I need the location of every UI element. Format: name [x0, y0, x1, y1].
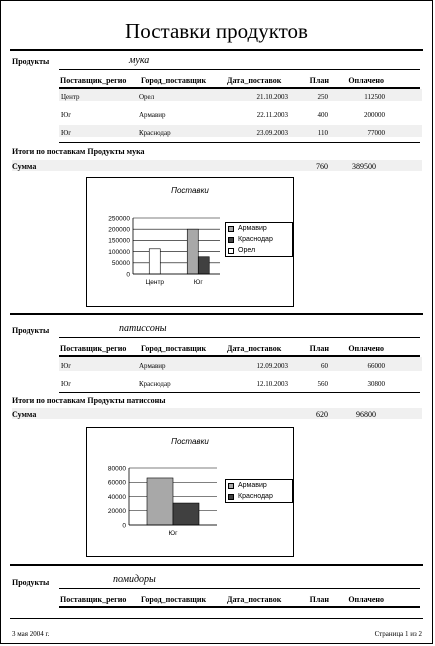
legend-swatch	[228, 483, 234, 489]
group-top-rule	[59, 69, 420, 70]
group-total-caption: Итоги по поставкам Продукты патиссоны	[12, 396, 166, 405]
cell-paid: 66000	[367, 362, 385, 370]
legend-swatch	[228, 226, 234, 232]
bar	[187, 229, 198, 274]
footer-rule	[10, 618, 423, 619]
total-plan: 620	[316, 410, 328, 419]
col-header-date: Дата_поставок	[227, 595, 282, 604]
legend-swatch	[228, 248, 234, 254]
sum-label: Сумма	[12, 162, 37, 171]
group-product-value: мука	[129, 55, 150, 66]
x-tick-label: Центр	[145, 279, 165, 286]
legend-item: Орел	[226, 245, 292, 256]
legend-item: Армавир	[226, 223, 292, 234]
y-tick-label: 80000	[107, 465, 126, 473]
legend-swatch	[228, 237, 234, 243]
chart-title: Поставки	[171, 186, 209, 195]
bar	[173, 503, 199, 525]
cell-plan: 60	[321, 362, 328, 370]
group-top-rule	[59, 337, 420, 338]
cell-date: 21.10.2003	[256, 93, 288, 101]
cell-plan: 110	[317, 129, 328, 137]
x-tick-label: Юг	[193, 279, 203, 286]
x-tick-label: Юг	[168, 530, 178, 537]
chart-legend	[225, 479, 293, 503]
cell-region: Центр	[61, 93, 80, 101]
legend-item: Армавир	[226, 480, 292, 491]
total-paid: 96800	[356, 410, 376, 419]
y-tick-label: 250000	[108, 215, 130, 223]
group-top-rule	[59, 588, 420, 589]
chart-panel	[86, 427, 294, 557]
y-tick-label: 150000	[108, 237, 130, 245]
cell-date: 23.09.2003	[256, 129, 288, 137]
cell-plan: 250	[317, 93, 328, 101]
col-header-date: Дата_поставок	[227, 76, 282, 85]
col-header-region: Поставщик_регио	[60, 76, 127, 85]
col-header-date: Дата_поставок	[227, 344, 282, 353]
col-header-plan: План	[309, 595, 329, 604]
cell-region: Юг	[61, 129, 72, 137]
cell-city: Армавир	[139, 362, 166, 370]
group-product-label: Продукты	[12, 57, 50, 66]
col-header-paid: Оплачено	[348, 344, 384, 353]
group-separator	[10, 564, 423, 566]
col-header-paid: Оплачено	[348, 595, 384, 604]
col-header-city: Город_поставщик	[141, 76, 207, 85]
chart-title: Поставки	[171, 437, 209, 446]
y-tick-label: 50000	[111, 260, 130, 268]
cell-paid: 77000	[367, 129, 385, 137]
y-tick-label: 20000	[107, 508, 126, 516]
group-separator	[10, 313, 423, 315]
chart-legend	[225, 222, 293, 257]
cell-plan: 400	[317, 111, 328, 119]
title-rule	[10, 49, 423, 51]
cell-plan: 560	[317, 380, 328, 388]
group-product-label: Продукты	[12, 326, 50, 335]
group-product-label: Продукты	[12, 578, 50, 587]
col-header-region: Поставщик_регио	[60, 344, 127, 353]
bar	[147, 478, 173, 525]
bar	[149, 249, 160, 274]
cell-paid: 30800	[367, 380, 385, 388]
cell-city: Орел	[139, 93, 155, 101]
sum-label: Сумма	[12, 410, 37, 419]
cell-date: 12.09.2003	[256, 362, 288, 370]
footer-date: 3 мая 2004 г.	[12, 630, 50, 638]
total-plan: 760	[316, 162, 328, 171]
y-tick-label: 0	[126, 271, 130, 279]
y-tick-label: 60000	[107, 479, 126, 487]
table-bottom-rule	[59, 392, 420, 393]
group-total-caption: Итоги по поставкам Продукты мука	[12, 147, 145, 156]
header-rule	[59, 606, 420, 608]
col-header-plan: План	[309, 76, 329, 85]
group-product-value: помидоры	[113, 574, 156, 585]
y-tick-label: 100000	[108, 248, 130, 256]
cell-city: Краснодар	[139, 380, 171, 388]
cell-region: Юг	[61, 362, 72, 370]
cell-date: 22.11.2003	[256, 111, 288, 119]
chart-panel	[86, 177, 294, 307]
y-tick-label: 0	[122, 522, 126, 530]
cell-region: Юг	[61, 380, 72, 388]
col-header-city: Город_поставщик	[141, 595, 207, 604]
table-bottom-rule	[59, 142, 420, 143]
total-paid: 389500	[352, 162, 376, 171]
col-header-plan: План	[309, 344, 329, 353]
legend-item: Краснодар	[226, 491, 292, 502]
cell-paid: 200000	[364, 111, 385, 119]
col-header-paid: Оплачено	[348, 76, 384, 85]
cell-region: Юг	[61, 111, 72, 119]
cell-city: Краснодар	[139, 129, 171, 137]
col-header-city: Город_поставщик	[141, 344, 207, 353]
legend-swatch	[228, 494, 234, 500]
group-product-value: патиссоны	[119, 323, 167, 334]
y-tick-label: 200000	[108, 226, 130, 234]
legend-item: Краснодар	[226, 234, 292, 245]
cell-city: Армавир	[139, 111, 166, 119]
cell-date: 12.10.2003	[256, 380, 288, 388]
footer-page-number: Страница 1 из 2	[374, 630, 422, 638]
cell-paid: 112500	[364, 93, 385, 101]
bar	[198, 257, 209, 274]
y-tick-label: 40000	[107, 493, 126, 501]
report-title: Поставки продуктов	[125, 19, 308, 43]
col-header-region: Поставщик_регио	[60, 595, 127, 604]
